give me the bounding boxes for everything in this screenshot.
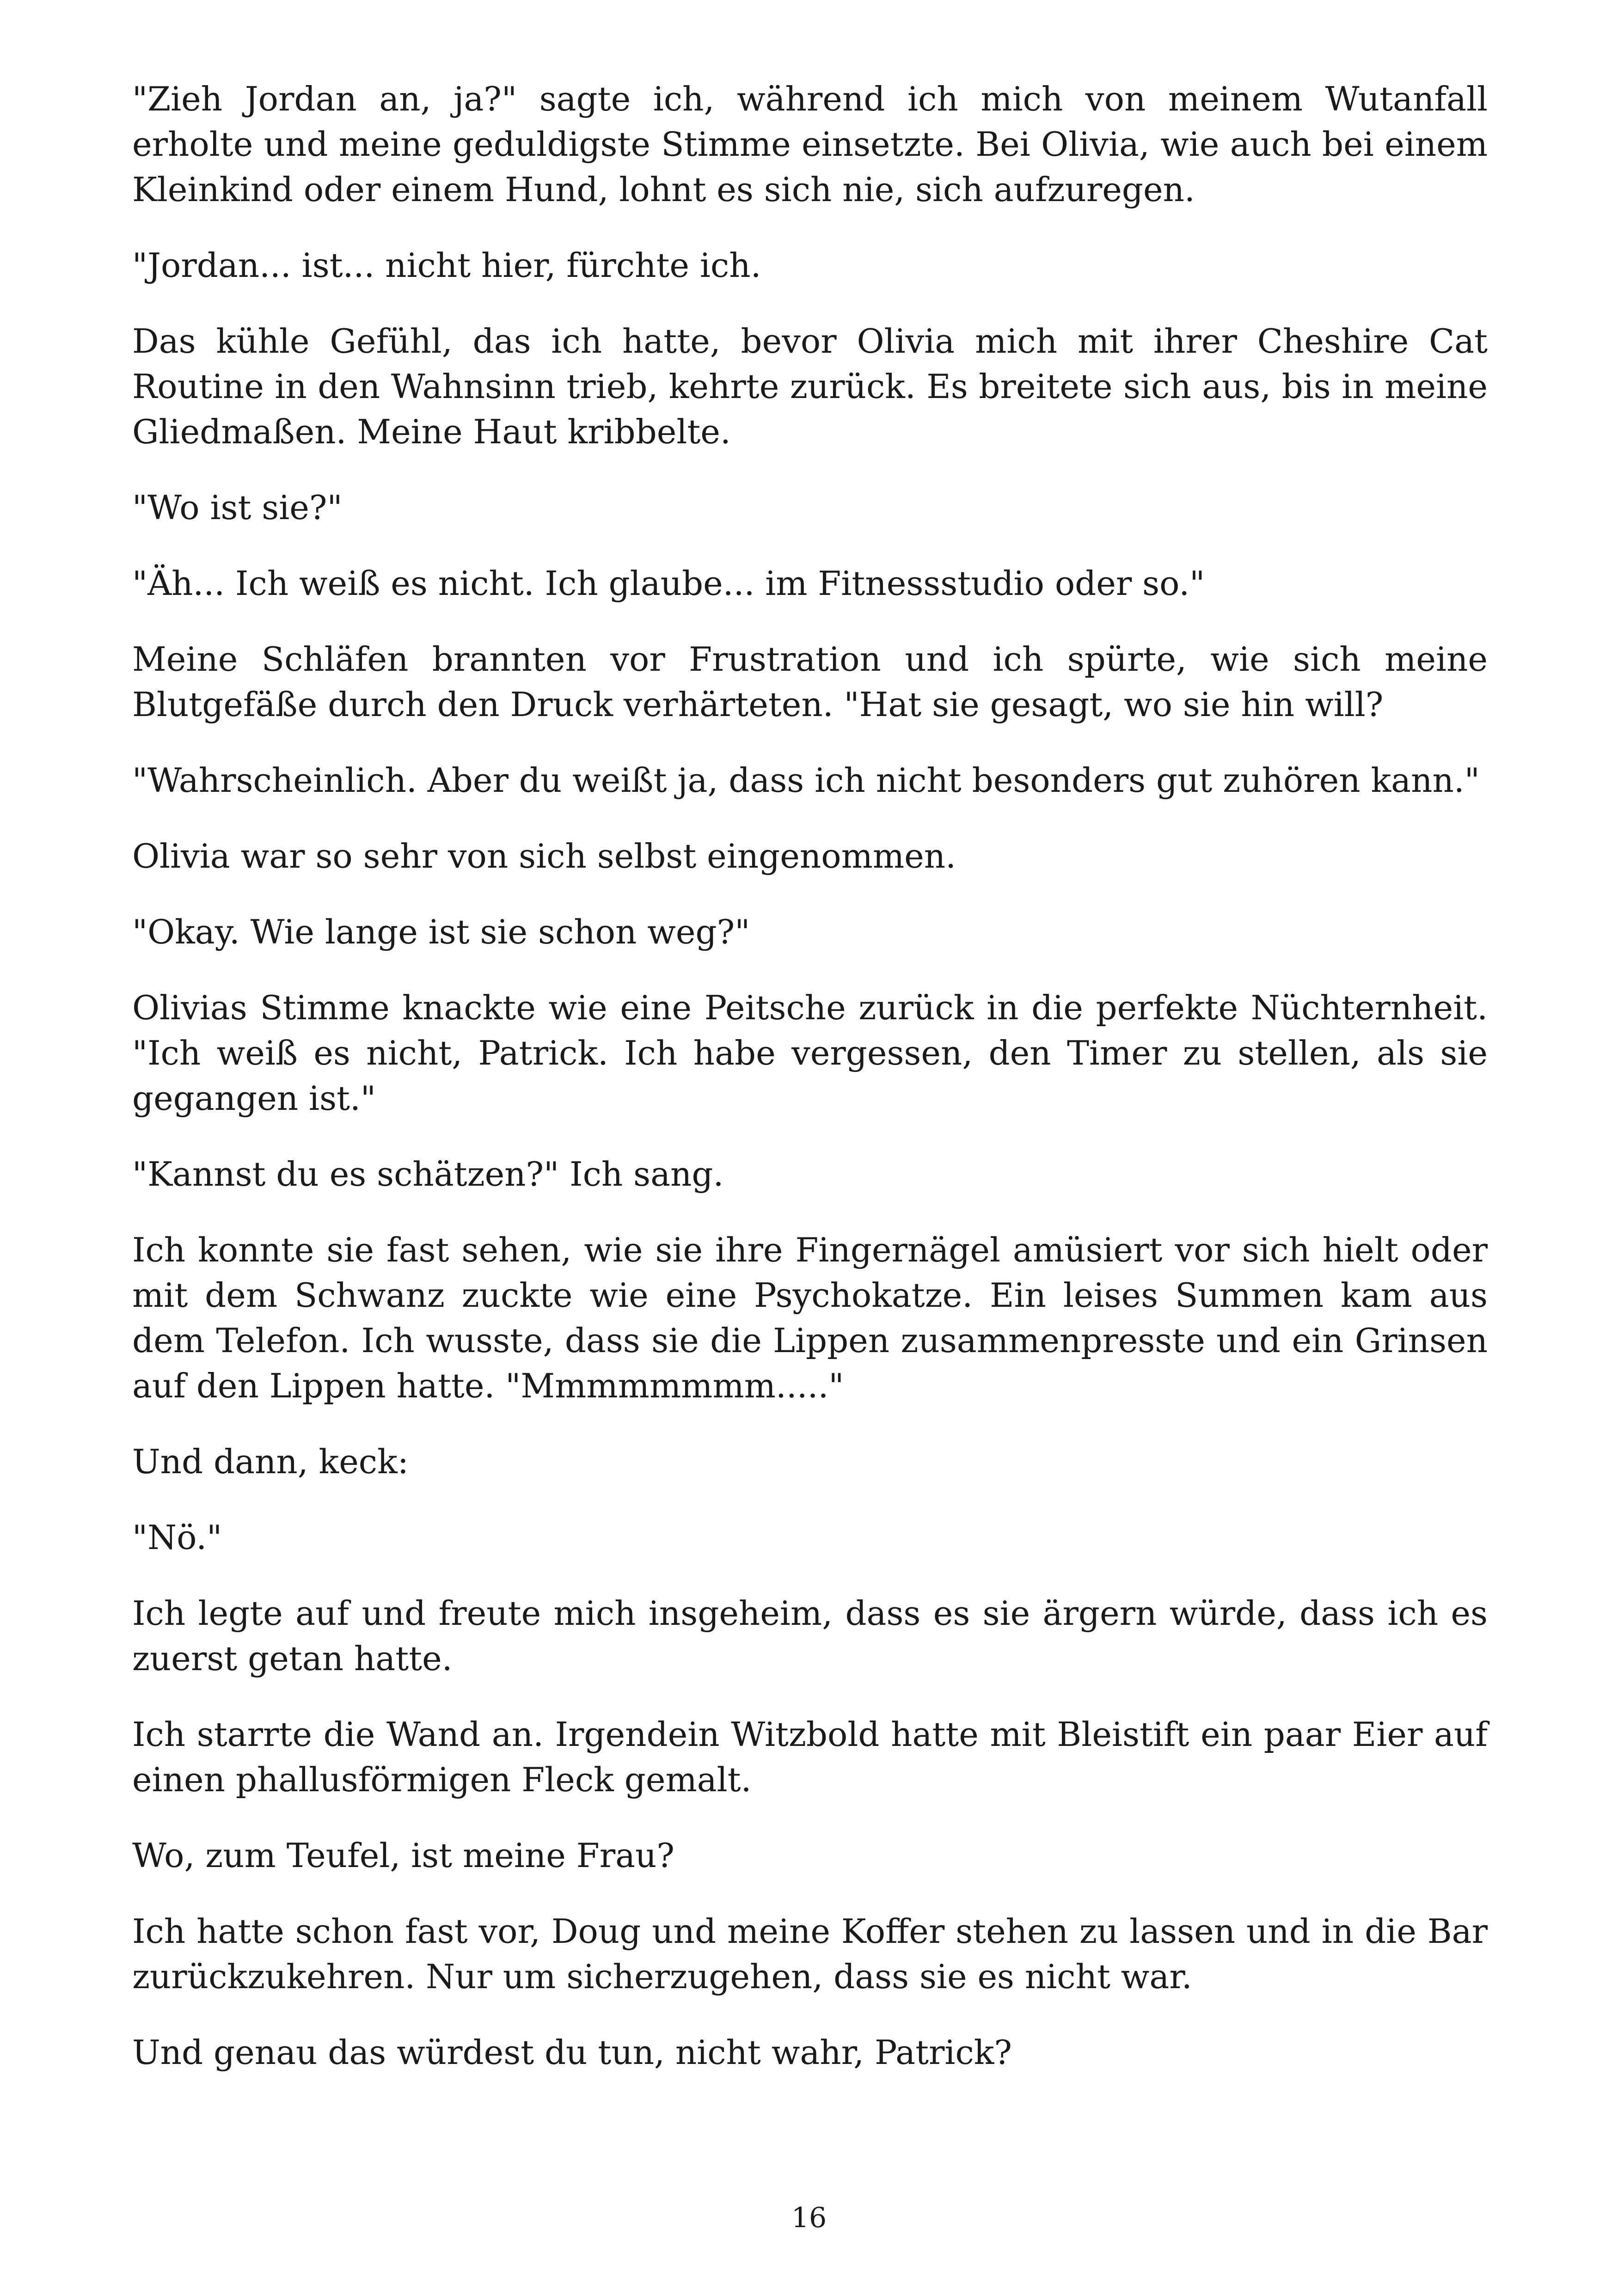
paragraph: Wo, zum Teufel, ist meine Frau? xyxy=(132,1836,675,1875)
paragraph: "Zieh Jordan an, ja?" sagte ich, während ich mich von meinem Wutanfall erholte und meine geduldigste Stimme einsetzte. Bei Olivia, wie auch bei einem Kleinkind oder einem Hund, lohnt es sich nie, sich aufzuregen. xyxy=(132,80,1488,209)
page-number: 16 xyxy=(791,2202,827,2234)
body-text xyxy=(132,76,1488,2106)
paragraph: Meine Schläfen brannten vor Frustration und ich spürte, wie sich meine Blutgefäße durch den Druck verhärteten. "Hat sie gesagt, wo sie hin will? xyxy=(132,640,1488,724)
paragraph: Olivias Stimme knackte wie eine Peitsche zurück in die perfekte Nüchternheit. "Ich weiß es nicht, Patrick. Ich habe vergessen, den Timer zu stellen, als sie gegangen ist." xyxy=(132,988,1488,1118)
paragraph: "Okay. Wie lange ist sie schon weg?" xyxy=(132,912,750,951)
paragraph: Und dann, keck: xyxy=(132,1442,409,1481)
paragraph: Ich starrte die Wand an. Irgendein Witzbold hatte mit Bleistift ein paar Eier auf einen phallusförmigen Fleck gemalt. xyxy=(132,1715,1488,1799)
paragraph: Ich konnte sie fast sehen, wie sie ihre Fingernägel amüsiert vor sich hielt oder mit dem Schwanz zuckte wie eine Psychokatze. Ein leises Summen kam aus dem Telefon. Ich wusste, dass sie die Lippen zusammenpresste und ein Grinsen auf den Lippen hatte. "Mmmmmmmm....." xyxy=(132,1231,1488,1405)
paragraph: "Wahrscheinlich. Aber du weißt ja, dass ich nicht besonders gut zuhören kann." xyxy=(132,761,1480,800)
paragraph: Ich legte auf und freute mich insgeheim, dass es sie ärgern würde, dass ich es zuerst getan hatte. xyxy=(132,1594,1488,1678)
paragraph: Olivia war so sehr von sich selbst eingenommen. xyxy=(132,837,956,876)
paragraph: "Wo ist sie?" xyxy=(132,488,343,527)
paragraph: "Äh... Ich weiß es nicht. Ich glaube... im Fitnessstudio oder so." xyxy=(132,564,1205,603)
paragraph: "Nö." xyxy=(132,1518,222,1557)
paragraph: "Jordan... ist... nicht hier, fürchte ich. xyxy=(132,246,761,285)
paragraph: Ich hatte schon fast vor, Doug und meine Koffer stehen zu lassen und in die Bar zurückzukehren. Nur um sicherzugehen, dass sie es nicht war. xyxy=(132,1912,1488,1996)
paragraph: Und genau das würdest du tun, nicht wahr, Patrick? xyxy=(132,2033,1012,2072)
paragraph: "Kannst du es schätzen?" Ich sang. xyxy=(132,1155,724,1194)
paragraph: Das kühle Gefühl, das ich hatte, bevor Olivia mich mit ihrer Cheshire Cat Routine in den Wahnsinn trieb, kehrte zurück. Es breitete sich aus, bis in meine Gliedmaßen. Meine Haut kribbelte. xyxy=(132,322,1488,451)
